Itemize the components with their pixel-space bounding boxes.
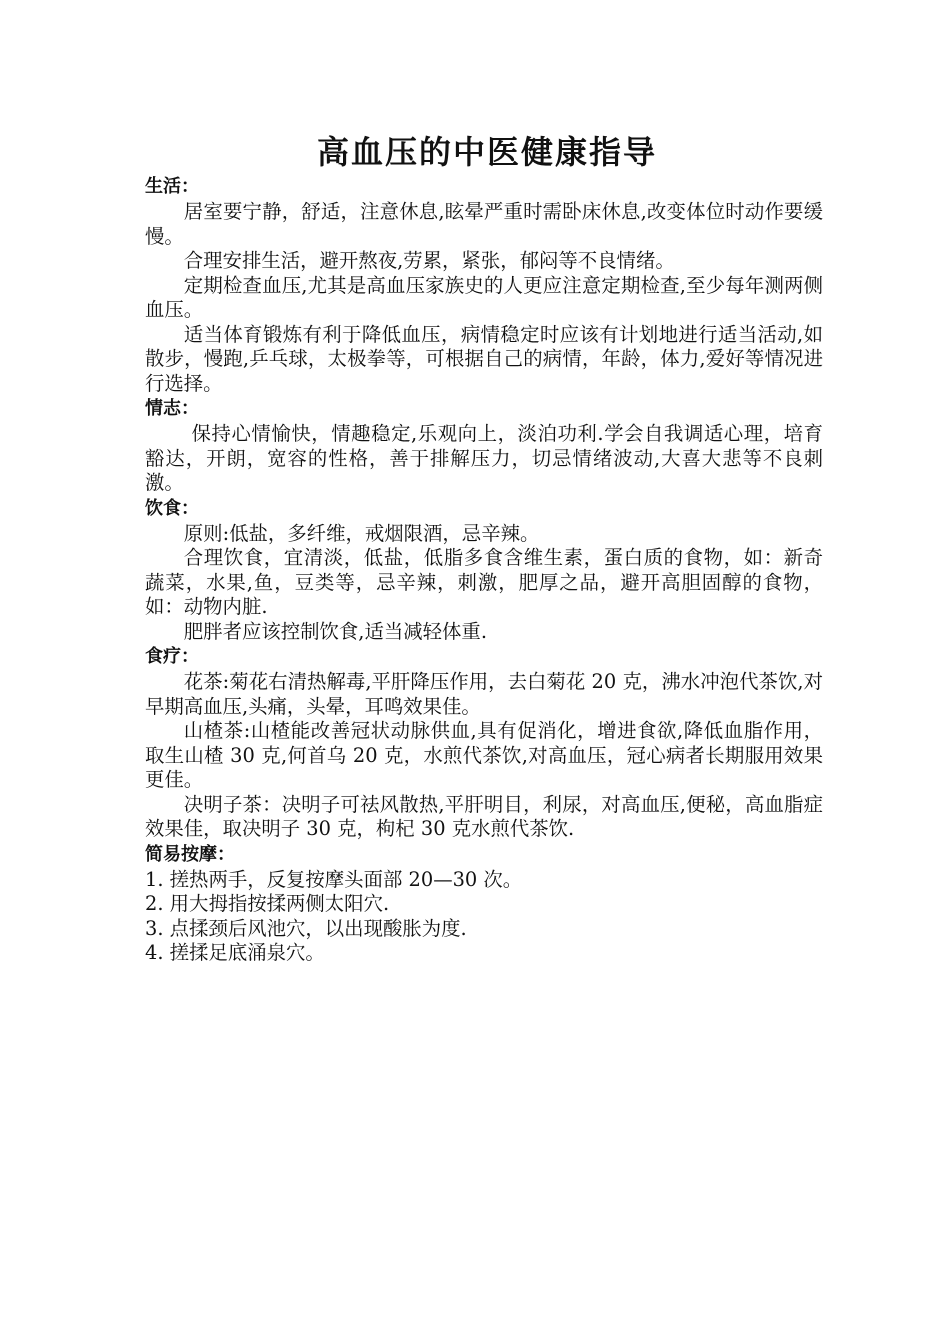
document-title: 高血压的中医健康指导 [316, 133, 657, 171]
diet-therapy-paragraph: 决明子茶：决明子可祛风散热,平肝明目，利尿，对高血压,便秘，高血脂症效果佳，取决明子 30 克，枸杞 30 克水煎代茶饮. [145, 792, 823, 840]
lifestyle-paragraph: 定期检查血压,尤其是高血压家族史的人更应注意定期检查,至少每年测两侧血压。 [145, 273, 823, 321]
diet-paragraph: 原则:低盐，多纤维，戒烟限酒，忌辛辣。 [183, 521, 540, 545]
diet-therapy-paragraph: 花茶:菊花右清热解毒,平肝降压作用，去白菊花 20 克，沸水冲泡代茶饮,对早期高血压,头痛，头晕，耳鸣效果佳。 [145, 670, 823, 718]
massage-list-item: 2. 用大拇指按揉两侧太阳穴. [145, 892, 390, 915]
diet-therapy-paragraph: 山楂茶:山楂能改善冠状动脉供血,具有促消化，增进食欲,降低血脂作用，取生山楂 30 克,何首乌 20 克，水煎代茶饮,对高血压，冠心病者长期服用效果更佳。 [145, 719, 823, 791]
section-heading-diet-therapy: 食疗： [145, 646, 199, 667]
diet-paragraph: 合理饮食，宜清淡，低盐，低脂多食含维生素，蛋白质的食物，如：新奇蔬菜，水果,鱼，豆类等，忌辛辣，刺激，肥厚之品，避开高胆固醇的食物，如：动物内脏. [145, 546, 823, 618]
lifestyle-paragraph: 居室要宁静，舒适，注意休息,眩晕严重时需卧床休息,改变体位时动作要缓慢。 [145, 200, 823, 248]
lifestyle-paragraph: 合理安排生活，避开熬夜,劳累，紧张，郁闷等不良情绪。 [183, 249, 675, 272]
lifestyle-paragraph: 适当体育锻炼有利于降低血压，病情稳定时应该有计划地进行适当活动,如散步，慢跑,乒乓球，太极拳等，可根据自己的病情，年龄，体力,爱好等情况进行选择。 [145, 322, 823, 395]
massage-list-item: 4. 搓揉足底涌泉穴。 [145, 941, 325, 964]
document-body [145, 132, 823, 966]
emotion-paragraph: 保持心情愉快，情趣稳定,乐观向上，淡泊功利.学会自我调适心理，培育豁达，开朗，宽容的性格，善于排解压力，切忌情绪波动,大喜大悲等不良刺激。 [145, 422, 823, 494]
massage-list-item: 1. 搓热两手，反复按摩头面部 20—30 次。 [145, 867, 523, 891]
section-heading-lifestyle: 生活： [145, 176, 199, 197]
massage-list-item: 3. 点揉颈后风池穴，以出现酸胀为度. [145, 916, 467, 940]
section-heading-diet: 饮食： [145, 497, 199, 519]
section-heading-massage: 简易按摩： [145, 843, 235, 865]
section-heading-emotion: 情志： [145, 398, 199, 419]
diet-paragraph: 肥胖者应该控制饮食,适当减轻体重. [183, 619, 487, 643]
